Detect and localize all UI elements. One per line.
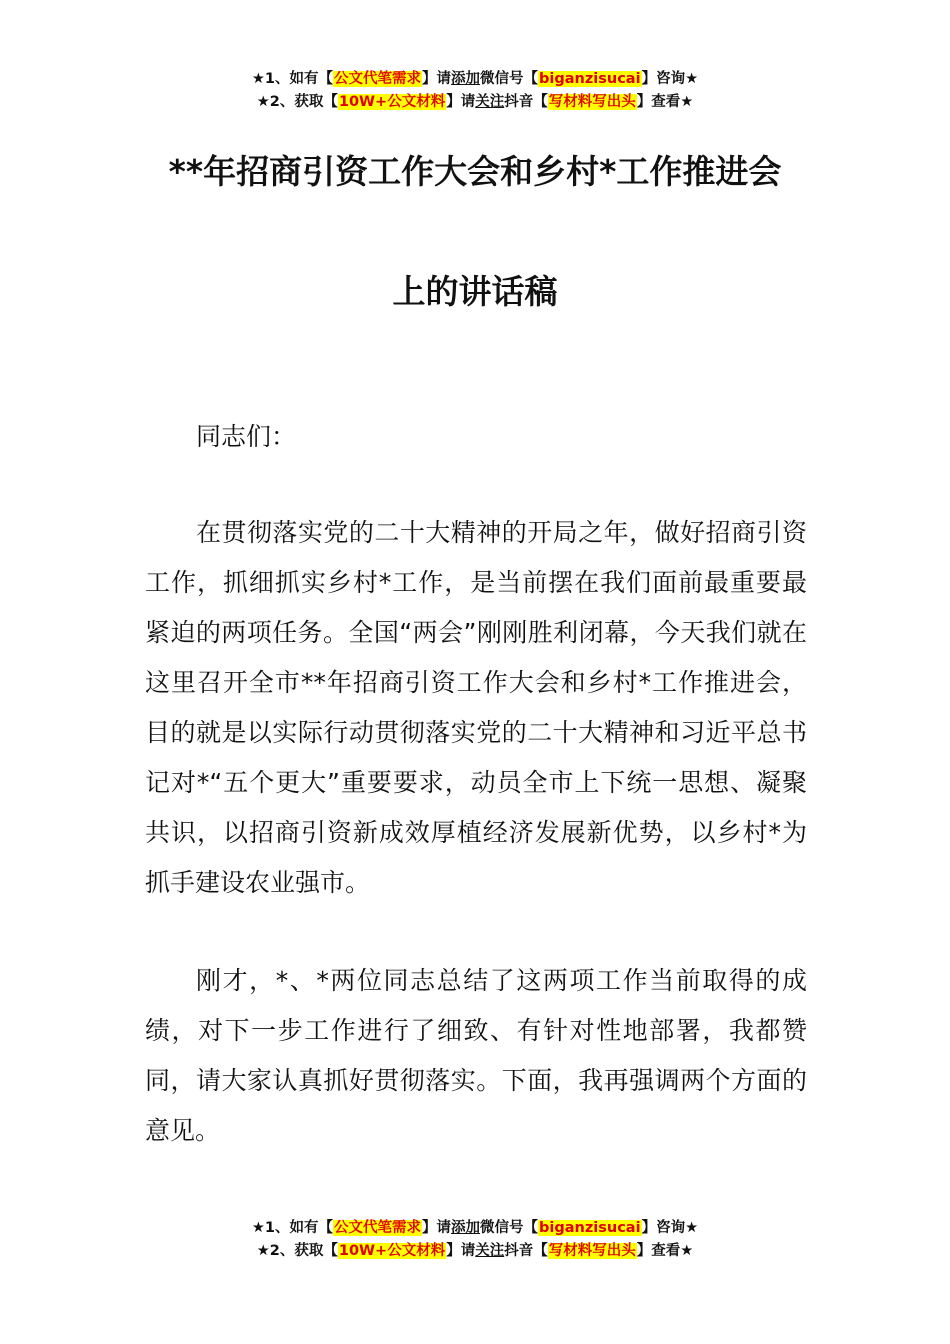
header-banner [0,68,950,114]
banner-underline: 关注 [475,94,505,110]
banner-highlight-douyin: 写材料写出头 [548,1243,636,1259]
banner-line-1 [0,68,950,91]
document-title-line-2: 上的讲话稿 [392,272,558,311]
banner-highlight-wechat: biganzisucai [539,1220,641,1236]
banner-text: 抖音【 [504,1243,548,1259]
banner-text: ★1、如有【 [251,1220,334,1236]
document-title-line-1: **年招商引资工作大会和乡村*工作推进会 [168,152,782,191]
banner-text: 】请 [446,94,476,110]
banner-text: ★2、获取【 [256,94,338,110]
banner-text: 】咨询★ [641,71,699,87]
banner-underline: 添加 [451,71,481,87]
banner-highlight-douyin: 写材料写出头 [548,94,636,110]
banner-highlight-materials: 10W+公文材料 [338,94,446,110]
banner-text: 微信号【 [480,71,539,87]
banner-text: 】查看★ [636,94,694,110]
banner-text: 微信号【 [480,1220,539,1236]
banner-text: 】查看★ [636,1243,694,1259]
footer-banner [0,1217,950,1263]
banner-underline: 添加 [451,1220,481,1236]
banner-underline: 关注 [475,1243,505,1259]
banner-text: 抖音【 [504,94,548,110]
banner-highlight-service: 公文代笔需求 [334,71,422,87]
banner-line-2 [0,91,950,114]
banner-highlight-service: 公文代笔需求 [334,1220,422,1236]
greeting: 同志们： [196,422,297,451]
banner-text: 】请 [446,1243,476,1259]
banner-line-1 [0,1217,950,1240]
banner-text: ★1、如有【 [251,71,334,87]
banner-text: 】咨询★ [641,1220,699,1236]
banner-text: 】请 [422,1220,452,1236]
banner-text: 】请 [422,71,452,87]
body-paragraph-2: 刚才，*、*两位同志总结了这两项工作当前取得的成绩，对下一步工作进行了细致、有针对性地部署，我都赞同，请大家认真抓好贯彻落实。下面，我再强调两个方面的意见。 [145,966,807,1145]
body-paragraph-1: 在贯彻落实党的二十大精神的开局之年，做好招商引资工作，抓细抓实乡村*工作，是当前摆在我们面前最重要最紧迫的两项任务。全国“两会”刚刚胜利闭幕，今天我们就在这里召开全市**年招商引资工作大会和乡村*工作推进会，目的就是以实际行动贯彻落实党的二十大精神和习近平总书记对*“五个更大”重要要求，动员全市上下统一思想、凝聚共识，以招商引资新成效厚植经济发展新优势，以乡村*为抓手建设农业强市。 [145,518,807,897]
banner-highlight-materials: 10W+公文材料 [338,1243,446,1259]
banner-line-2 [0,1240,950,1263]
banner-highlight-wechat: biganzisucai [539,71,641,87]
banner-text: ★2、获取【 [256,1243,338,1259]
